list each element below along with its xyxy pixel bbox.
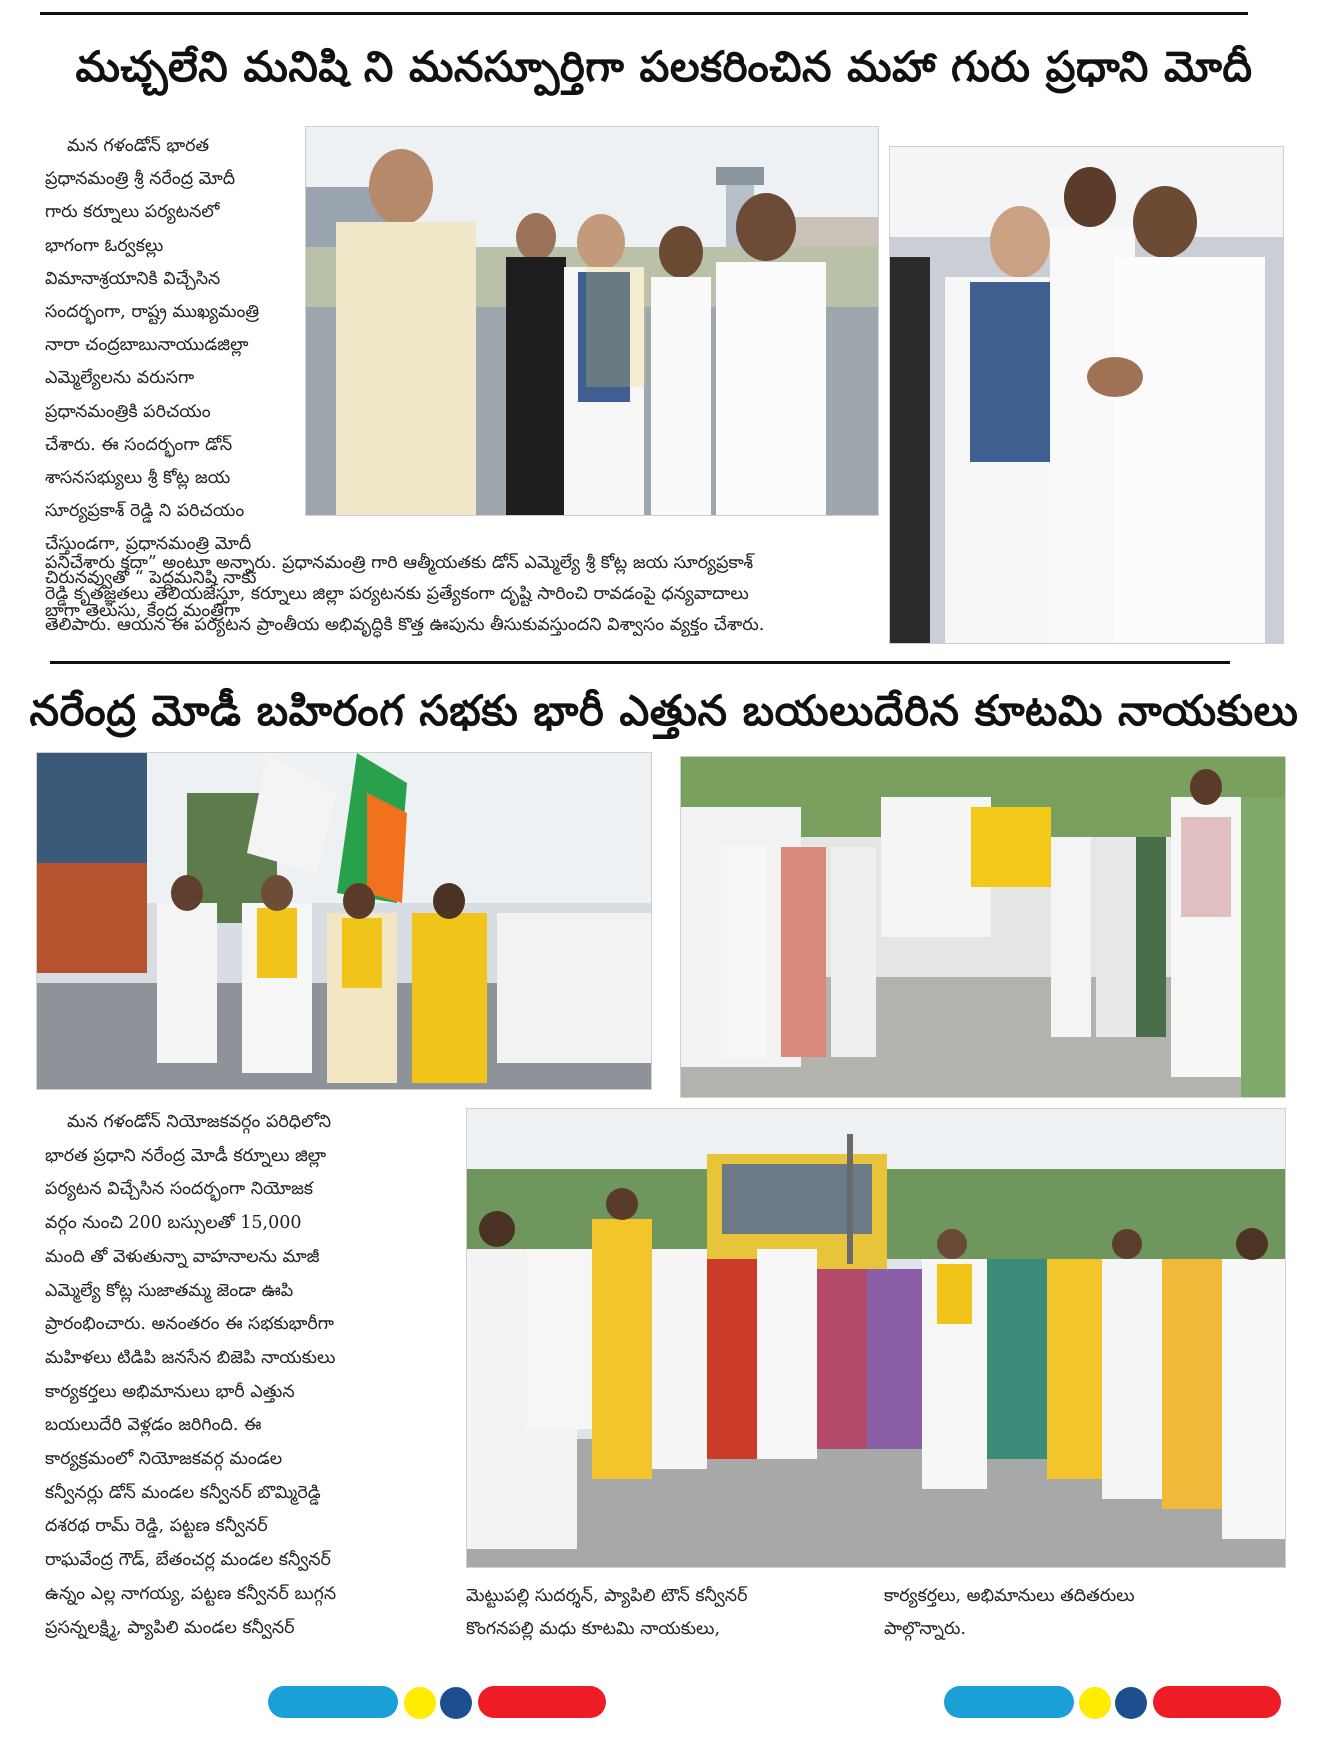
article2-line: మంది తో వెళుతున్నా వాహనాలను మాజీ	[45, 1246, 320, 1267]
article1-line: చేశారు. ఈ సందర్భంగా డోన్	[45, 434, 233, 455]
footer-red-pill	[1153, 1686, 1281, 1718]
article2-line: వర్గం నుంచి 200 బస్సులతో 15,000	[45, 1213, 302, 1234]
footer-navy-dot	[1115, 1687, 1147, 1719]
article1-wide-line: పనిచేశారు కదా” అంటూ అన్నారు. ప్రధానమంత్రి గారి ఆత్మీయతకు డోన్ ఎమ్మెల్యే శ్రీ కోట్ల జయ సూర్యప్రకాశ్	[45, 553, 754, 573]
footer-yellow-dot	[404, 1687, 436, 1719]
article1-line: చిరునవ్వుతో “ పెద్దమనిషి నాకు	[45, 567, 257, 588]
article1-wide-line: తెలిపారు. ఆయన ఈ పర్యటన ప్రాంతీయ అభివృద్ధికి కొత్త ఊపును తీసుకువస్తుందని విశ్వాసం వ్యక్తం చేశారు.	[45, 615, 765, 635]
article1-line: మన గళండోన్ భారత	[67, 136, 210, 156]
article2-line: కార్యకర్తలు అభిమానులు భారీ ఎత్తున	[45, 1381, 295, 1402]
article2-bottom-line: కొంగనపల్లి మధు కూటమి నాయకులు,	[466, 1619, 721, 1639]
article2-line: మహిళలు టిడిపి జనసేన బిజెపి నాయకులు	[45, 1347, 336, 1368]
article1-line: బాగా తెలుసు, కేంద్ర మంత్రిగా	[45, 600, 241, 621]
photo-group-at-bus	[466, 1108, 1286, 1568]
article2-line: మన గళండోన్ నియోజకవర్గం పరిధిలోని	[67, 1112, 332, 1132]
article2-line: ప్రారంభించారు. అనంతరం ఈ సభకుభారీగా	[45, 1314, 334, 1335]
footer-navy-dot	[440, 1687, 472, 1719]
article1-line: సందర్భంగా, రాష్ట్ర ముఖ్యమంత్రి	[45, 302, 260, 323]
article2-line: కార్యక్రమంలో నియోజకవర్గ మండల	[45, 1449, 283, 1470]
article2-bottom-middle	[466, 1580, 866, 1646]
article2-headline: నరేంద్ర మోడీ బహిరంగ సభకు భారీ ఎత్తున బయలుదేరిన కూటమి నాయకులు	[29, 686, 1299, 735]
article2-line: భారత ప్రధాని నరేంద్ర మోడీ కర్నూలు జిల్లా	[45, 1145, 327, 1166]
article2-bottom-line: కార్యకర్తలు, అభిమానులు తదితరులు	[884, 1586, 1135, 1606]
footer-red-pill	[478, 1686, 606, 1718]
article2-bottom-line: మెట్టుపల్లి సుదర్శన్, ప్యాపిలి టౌన్ కన్వీనర్	[466, 1586, 748, 1606]
article1-headline: మచ్చలేని మనిషి ని మనస్పూర్తిగా పలకరించిన మహా గురు ప్రధాని మోదీ	[75, 42, 1253, 91]
middle-rule	[50, 661, 1230, 664]
article1-line: ఎమ్మెల్యేలను వరుసగా	[45, 368, 195, 389]
article2-line: ప్రసన్నలక్ష్మి, ప్యాపిలి మండల కన్వీనర్	[45, 1617, 295, 1638]
footer-yellow-dot	[1079, 1687, 1111, 1719]
footer-cyan-pill	[268, 1686, 398, 1718]
article2-line: ఎమ్మెల్యే కోట్ల సుజాతమ్మ జెండా ఊపి	[45, 1280, 294, 1301]
article2-line: బయలుదేరి వెళ్లడం జరిగింది. ఈ	[45, 1415, 262, 1436]
article1-line: చేస్తుండగా, ప్రధానమంత్రి మోదీ	[45, 534, 252, 555]
article1-line: భాగంగా ఓర్వకల్లు	[45, 235, 164, 256]
article1-line: ప్రధానమంత్రి శ్రీ నరేంద్ర మోదీ	[45, 169, 236, 190]
photo-leaders-with-flags	[36, 752, 652, 1090]
photo-leaders-by-vehicles	[680, 756, 1286, 1098]
article1-line: నారా చంద్రబాబునాయుడజిల్లా	[45, 335, 249, 356]
article2-line: ఉన్నం ఎల్ల నాగయ్య, పట్టణ కన్వీనర్ బుగ్గన	[45, 1583, 337, 1604]
article2-line: దశరథ రామ్ రెడ్డి, పట్టణ కన్వీనర్	[45, 1516, 268, 1537]
article1-body-wide	[45, 548, 875, 641]
photo-airport-greeting	[305, 126, 879, 516]
article1-line: విమానాశ్రయానికి విచ్చేసిన	[45, 268, 221, 289]
article2-line: కన్వీనర్లు డోన్ మండల కన్వీనర్ బొమ్మిరెడ్డి	[45, 1482, 321, 1503]
article1-line: ప్రధానమంత్రికి పరిచయం	[45, 401, 211, 422]
article2-body	[45, 1106, 465, 1645]
article1-line: సూర్యప్రకాశ్ రెడ్డి ని పరిచయం	[45, 501, 245, 522]
footer-cyan-pill	[944, 1686, 1074, 1718]
article1-line: శాసనసభ్యులు శ్రీ కోట్ల జయ	[45, 468, 231, 489]
article1-line: గారు కర్నూలు పర్యటనలో	[45, 202, 220, 223]
article2-line: పర్యటన విచ్చేసిన సందర్భంగా నియోజక	[45, 1179, 314, 1200]
top-rule	[40, 12, 1248, 15]
article2-line: రాఘవేంద్ర గౌడ్, బేతంచర్ల మండల కన్వీనర్	[45, 1550, 331, 1571]
article1-wide-line: రెడ్డి కృతజ్ఞతలు తెలియజేస్తూ, కర్నూలు జిల్లా పర్యటనకు ప్రత్యేకంగా దృష్టి సారించి రావడంపై ధన్యవాదాలు	[45, 584, 749, 604]
article2-bottom-right	[884, 1580, 1284, 1646]
photo-handshake	[889, 146, 1284, 644]
article2-bottom-line: పాల్గొన్నారు.	[884, 1619, 966, 1639]
